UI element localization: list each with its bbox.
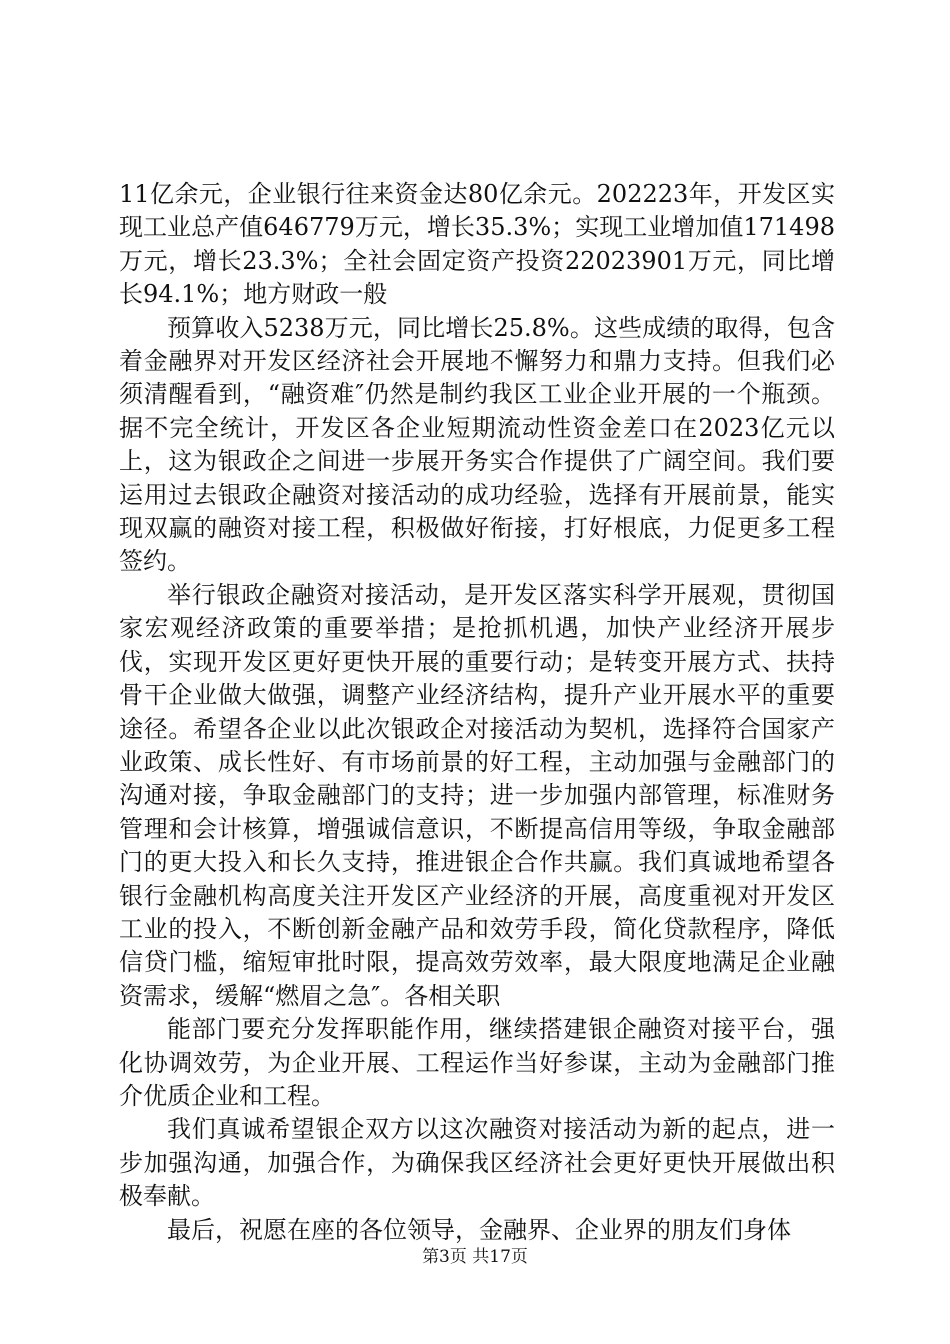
- paragraph-6: 最后，祝愿在座的各位领导，金融界、企业界的朋友们身体: [167, 1215, 791, 1244]
- paragraph-1: 11亿余元，企业银行往来资金达80亿余元。202223年，开发区实现工业总产值646779万元，增长35.3%；实现工业增加值171498万元，增长23.3%；全社会固定资产投资22023901万元，同比增长94.1%；地方财政一般: [119, 180, 835, 309]
- paragraph-3: 举行银政企融资对接活动，是开发区落实科学开展观，贯彻国家宏观经济政策的重要举措；是抢抓机遇，加快产业经济开展步伐，实现开发区更好更快开展的重要行动；是转变开展方式、扶持骨干企业做大做强，调整产业经济结构，提升产业开展水平的重要途径。希望各企业以此次银政企对接活动为契机，选择符合国家产业政策、成长性好、有市场前景的好工程，主动加强与金融部门的沟通对接，争取金融部门的支持；进一步加强内部管理，标准财务管理和会计核算，增强诚信意识，不断提高信用等级，争取金融部门的更大投入和长久支持，推进银企合作共赢。我们真诚地希望各银行金融机构高度关注开发区产业经济的开展，高度重视对开发区工业的投入，不断创新金融产品和效劳手段，简化贷款程序，降低信贷门槛，缩短审批时限，提高效劳效率，最大限度地满足企业融资需求，缓解“燃眉之急″。各相关职: [119, 580, 835, 1010]
- paragraph-5: 我们真诚希望银企双方以这次融资对接活动为新的起点，进一步加强沟通，加强合作，为确保我区经济社会更好更快开展做出积极奉献。: [119, 1115, 835, 1211]
- paragraph-4: 能部门要充分发挥职能作用，继续搭建银企融资对接平台，强化协调效劳，为企业开展、工程运作当好参谋，主动为金融部门推介优质企业和工程。: [119, 1015, 835, 1110]
- page-footer: 第3页 共17页: [422, 1247, 528, 1267]
- paragraph-2: 预算收入5238万元，同比增长25.8%。这些成绩的取得，包含着金融界对开发区经济社会开展地不懈努力和鼎力支持。但我们必须清醒看到，“融资难″仍然是制约我区工业企业开展的一个瓶颈。据不完全统计，开发区各企业短期流动性资金差口在2023亿元以上，这为银政企之间进一步展开务实合作提供了广阔空间。我们要运用过去银政企融资对接活动的成功经验，选择有开展前景，能实现双赢的融资对接工程，积极做好衔接，打好根底，力促更多工程签约。: [119, 313, 835, 576]
- body-text: [119, 178, 835, 1247]
